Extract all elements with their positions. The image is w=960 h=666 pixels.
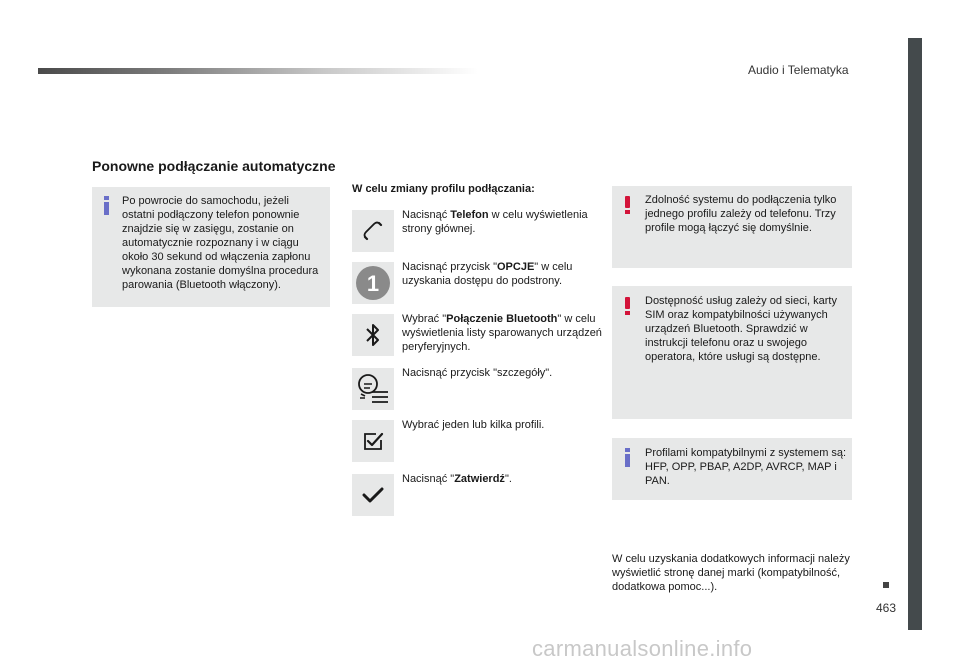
step-3-text: Wybrać "Połączenie Bluetooth" w celu wyświetlenia listy sparowanych urządzeń peryferyjnych.	[402, 313, 602, 353]
header-gradient-bar	[38, 68, 478, 74]
info-icon	[625, 448, 630, 467]
step-1-text: Nacisnąć Telefon w celu wyświetlenia strony głównej.	[402, 209, 588, 235]
step-4-text: Nacisnąć przycisk "szczegóły".	[402, 367, 553, 379]
info-box-left-text: Po powrocie do samochodu, jeżeli ostatni podłączony telefon ponownie znajdzie się w zasięgu, zostanie on automatycznie rozpoznany i w ciągu około 30 sekund od włączenia zapłonu wykonana zostanie domyślna procedura parowania (Bluetooth włączony).	[122, 195, 319, 291]
side-strip	[908, 38, 922, 630]
step-2-text: Nacisnąć przycisk "OPCJE" w celu uzyskania dostępu do podstrony.	[402, 261, 573, 287]
page-marker	[883, 582, 889, 588]
section-title: Ponowne podłączanie automatyczne	[92, 158, 336, 174]
footer-text: W celu uzyskania dodatkowych informacji należy wyświetlić stronę danej marki (kompatybilność, dodatkowa pomoc...).	[612, 553, 850, 593]
checkmark-icon	[352, 474, 394, 516]
warning-icon	[625, 196, 630, 214]
middle-title: W celu zmiany profilu podłączania:	[352, 183, 535, 195]
details-icon	[352, 368, 394, 410]
number-one-icon	[352, 262, 394, 304]
page-number: 463	[876, 601, 897, 615]
info-icon	[104, 196, 109, 215]
number-one-glyph: 1	[366, 271, 380, 296]
warning-box-1-text: Zdolność systemu do podłączenia tylko jednego profilu zależy od telefonu. Trzy profile mogą łączyć się domyślnie.	[645, 194, 837, 234]
watermark: carmanualsonline.info	[532, 636, 753, 661]
step-6-text: Nacisnąć "Zatwierdź".	[402, 473, 512, 485]
step-5-text: Wybrać jeden lub kilka profili.	[402, 419, 545, 431]
phone-icon	[352, 210, 394, 252]
info-box-right-text: Profilami kompatybilnymi z systemem są: HFP, OPP, PBAP, A2DP, AVRCP, MAP i PAN.	[645, 447, 847, 487]
checkbox-icon	[352, 420, 394, 462]
warning-icon	[625, 297, 630, 315]
warning-box-2-text: Dostępność usług zależy od sieci, karty SIM oraz kompatybilności używanych urządzeń Bluetooth. Sprawdzić w instrukcji telefonu oraz u swojego operatora, które usługi są dostępne.	[645, 295, 837, 363]
header-title: Audio i Telematyka	[748, 63, 849, 77]
bluetooth-icon	[352, 314, 394, 356]
